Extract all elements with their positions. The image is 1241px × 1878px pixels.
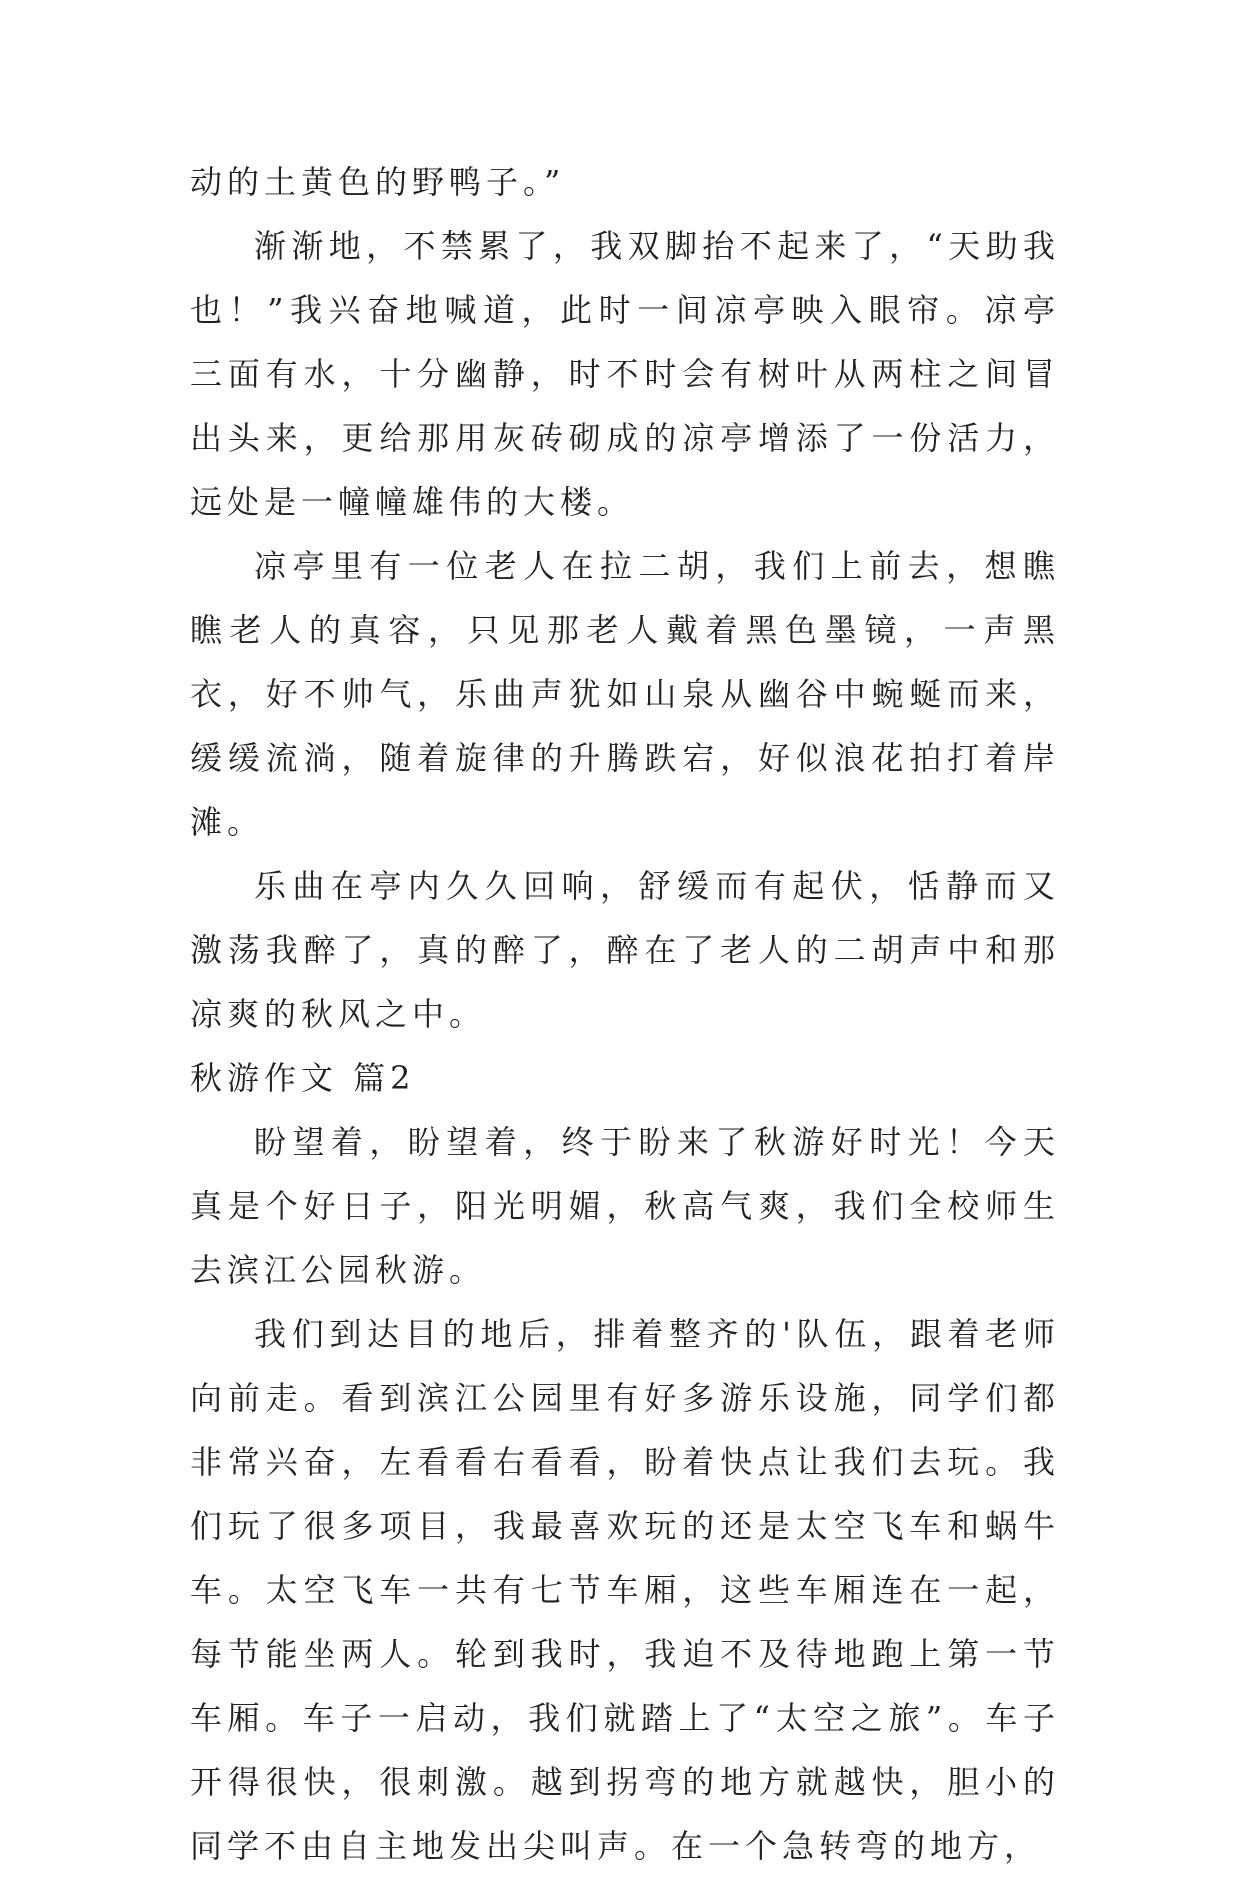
paragraph-pavilion: 渐渐地，不禁累了，我双脚抬不起来了，“天助我也！”我兴奋地喊道，此时一间凉亭映入眼帘。凉亭三面有水，十分幽静，时不时会有树叶从两柱之间冒出头来，更给那用灰砖砌成的凉亭增添了一份活力，远处是一幢幢雄伟的大楼。 [190,227,1060,521]
document-body [190,150,1060,1878]
paragraph-anticipation: 盼望着，盼望着，终于盼来了秋游好时光！今天真是个好日子，阳光明媚，秋高气爽，我们全校师生去滨江公园秋游。 [190,1123,1060,1289]
paragraph-music-echo: 乐曲在亭内久久回响，舒缓而有起伏，恬静而又激荡我醉了，真的醉了，醉在了老人的二胡声中和那凉爽的秋风之中。 [190,867,1060,1033]
paragraph-continuation: 动的土黄色的野鸭子。” [190,163,566,201]
section-heading: 秋游作文 篇2 [190,1059,416,1097]
paragraph-amusement-park: 我们到达目的地后，排着整齐的'队伍，跟着老师向前走。看到滨江公园里有好多游乐设施，同学们都非常兴奋，左看看右看看，盼着快点让我们去玩。我们玩了很多项目，我最喜欢玩的还是太空飞车和蜗牛车。太空飞车一共有七节车厢，这些车厢连在一起，每节能坐两人。轮到我时，我迫不及待地跑上第一节车厢。车子一启动，我们就踏上了“太空之旅”。车子开得很快，很刺激。越到拐弯的地方就越快，胆小的同学不由自主地发出尖叫声。在一个急转弯的地方， [190,1315,1060,1865]
paragraph-erhu-player: 凉亭里有一位老人在拉二胡，我们上前去，想瞧瞧老人的真容，只见那老人戴着黑色墨镜，一声黑衣，好不帅气，乐曲声犹如山泉从幽谷中蜿蜒而来，缓缓流淌，随着旋律的升腾跌宕，好似浪花拍打着岸滩。 [190,547,1060,841]
